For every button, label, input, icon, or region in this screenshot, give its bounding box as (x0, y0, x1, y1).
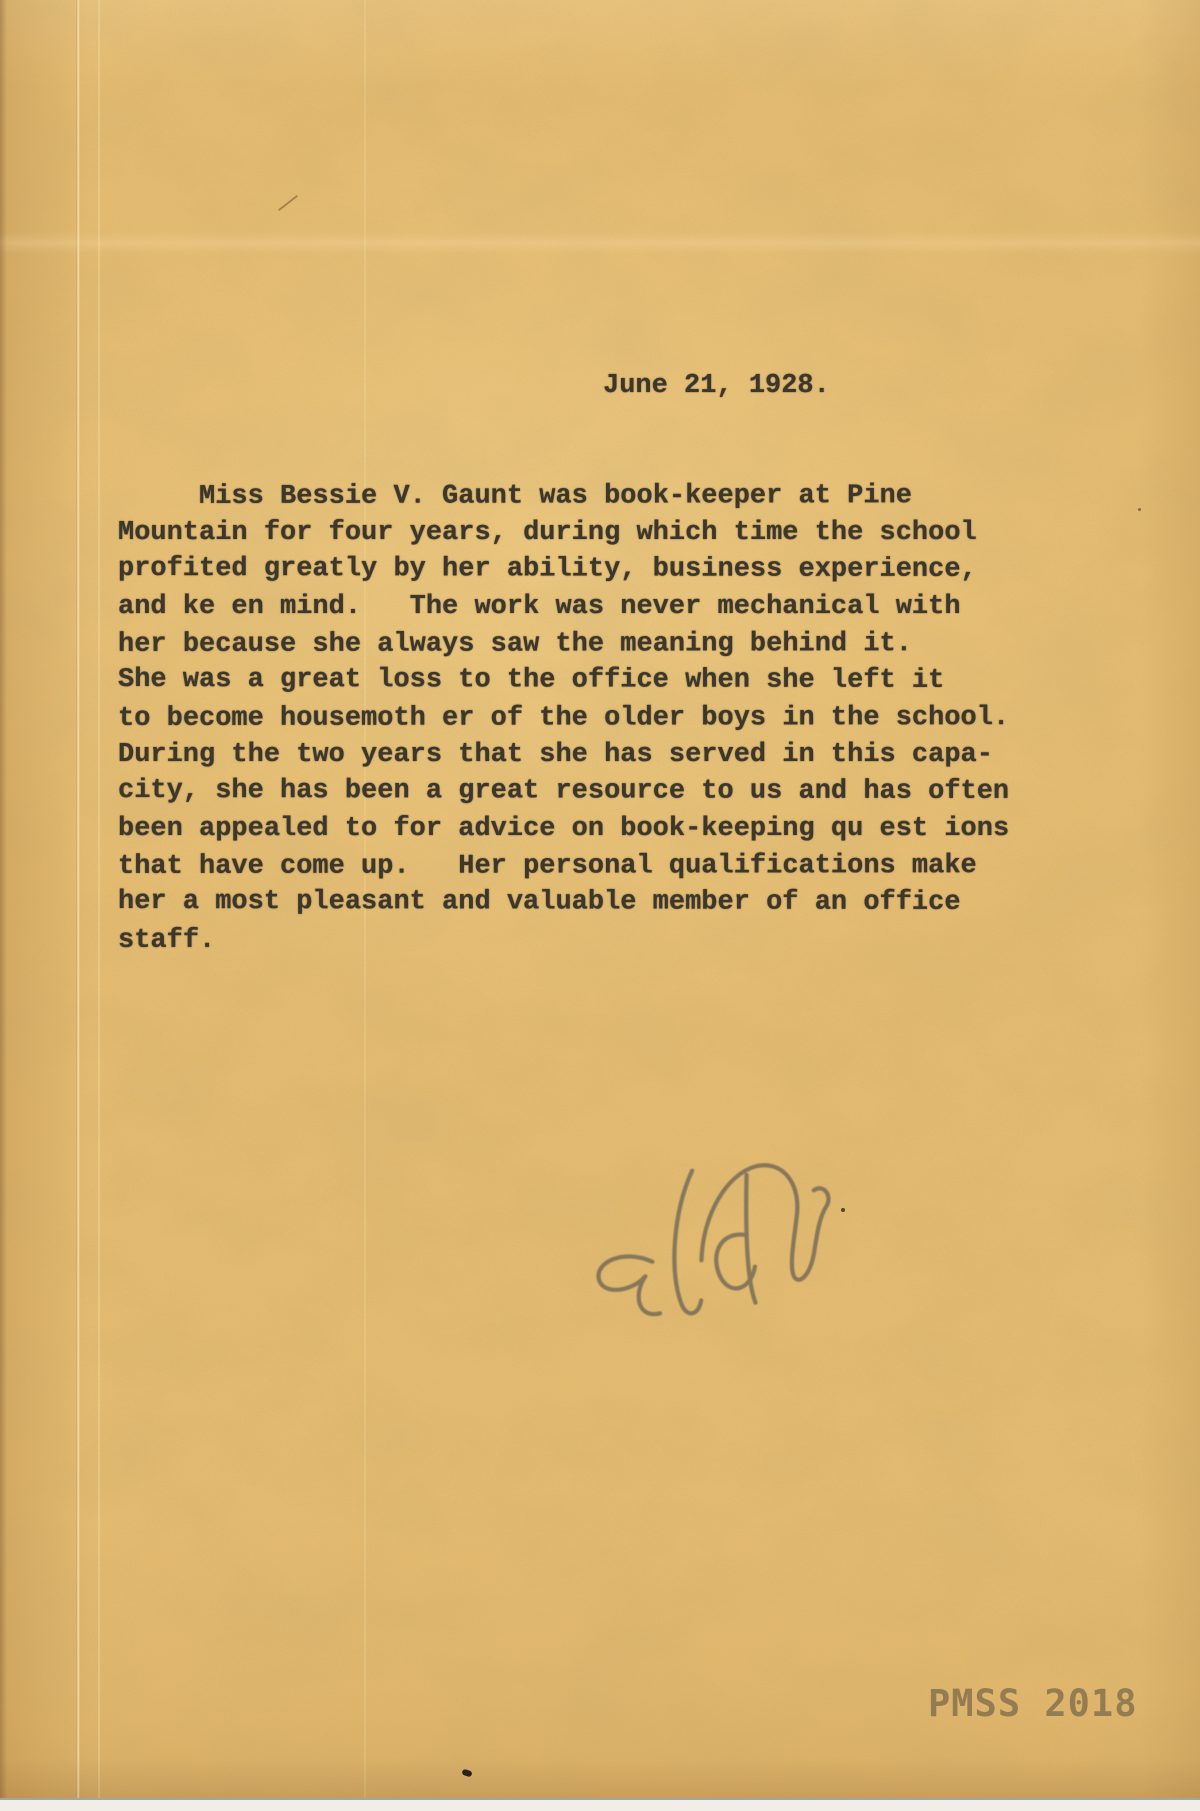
body-line: her a most pleasant and valuable member of an office (117, 886, 961, 918)
body-line: to become housemoth er of the older boys in the school. (117, 703, 1010, 734)
watermark-pmss: PMSS 2018 (928, 1682, 1138, 1725)
paper-speck (1138, 508, 1141, 511)
body-line: that have come up. Her personal qualifications make (117, 851, 977, 882)
paper-speck (461, 1769, 472, 1778)
fold-crease-left (76, 0, 80, 1811)
body-line: Miss Bessie V. Gaunt was book-keeper at Pine (117, 481, 912, 512)
body-line: staff. (117, 925, 216, 956)
horizontal-tone-band (0, 232, 1200, 254)
paper-speck (841, 1208, 845, 1212)
body-line: her because she always saw the meaning behind it. (117, 629, 912, 660)
date-line: June 21, 1928. (603, 371, 830, 401)
bottom-edge-shadow (0, 1758, 1200, 1798)
body-line: profited greatly by her ability, business experience, (117, 553, 977, 585)
body-line: been appealed to for advice on book-keeping qu est ions (118, 814, 1010, 844)
left-edge-shadow (0, 0, 7, 1811)
handwritten-initials (555, 1130, 855, 1340)
body-line: city, she has been a great resource to us and has often (117, 775, 1010, 807)
scanner-edge-strip (0, 1798, 1200, 1811)
body-line: During the two years that she has served in this capa- (118, 740, 993, 770)
body-line: Mountain for four years, during which time the school (118, 518, 977, 548)
letter-body (118, 478, 1078, 959)
body-line: She was a great loss to the office when she left it (117, 664, 945, 696)
fold-crease-secondary (98, 0, 100, 1811)
paper-fiber-speck (278, 195, 298, 211)
body-line: and ke en mind. The work was never mechanical with (118, 592, 961, 622)
